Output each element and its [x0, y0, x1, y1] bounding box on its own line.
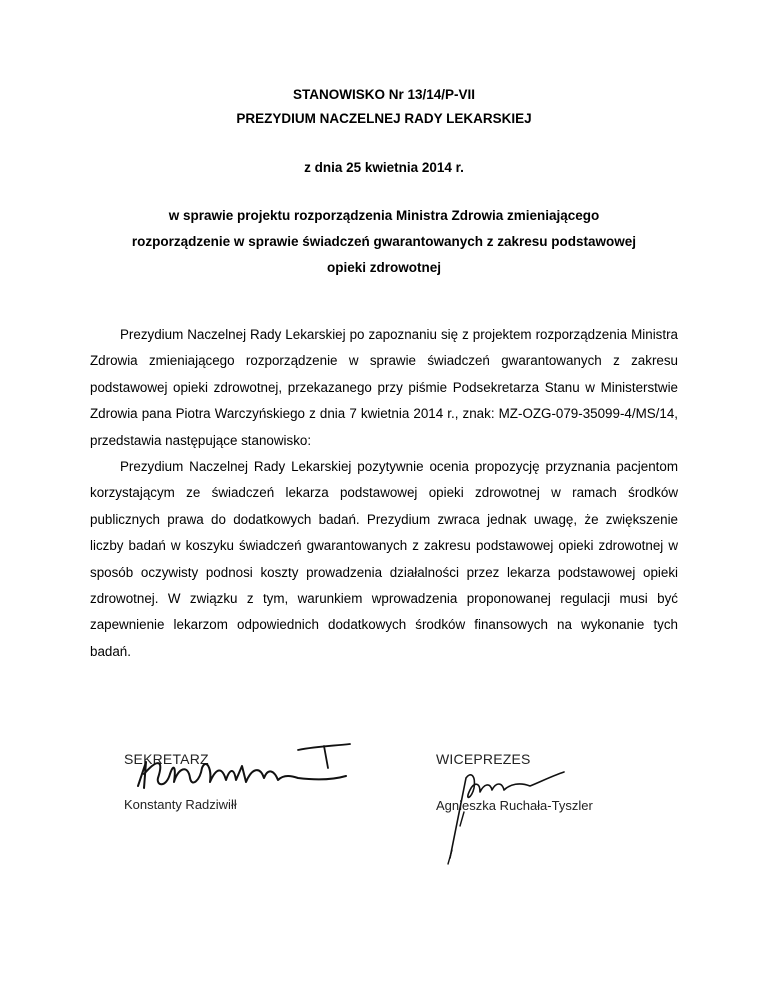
- secretary-title: SEKRETARZ: [124, 751, 209, 767]
- document-date: z dnia 25 kwietnia 2014 r.: [304, 160, 464, 175]
- paragraph-position-statement: Prezydium Naczelnej Rady Lekarskiej pozytywnie ocenia propozycję przyznania pacjentom korzystającym ze świadczeń lekarza podstawowej opieki zdrowotnej w ramach środków publicznych prawa do dodatkowych badań. Prezydium zwraca jednak uwagę, że zwiększenie liczby badań w koszyku świadczeń gwarantowanych z zakresu podstawowej opieki zdrowotnej w sposób oczywisty podnosi koszty prowadzenia działalności przez lekarza podstawowej opieki zdrowotnej. W związku z tym, warunkiem wprowadzenia proponowanej regulacji musi być zapewnienie lekarzom odpowiednich dodatkowych środków finansowych na wykonanie tych badań.: [90, 459, 678, 659]
- document-body: [90, 322, 678, 665]
- subject-line-1: w sprawie projektu rozporządzenia Ministra Zdrowia zmieniającego: [168, 208, 600, 223]
- document-number-heading: STANOWISKO Nr 13/14/P-VII: [292, 87, 476, 102]
- secretary-name: Konstanty Radziwiłł: [124, 797, 237, 812]
- subject-line-2: rozporządzenie w sprawie świadczeń gwarantowanych z zakresu podstawowej: [131, 234, 637, 249]
- subject-line-3: opieki zdrowotnej: [326, 260, 441, 275]
- secretary-signature: [118, 738, 368, 798]
- vice-president-signature: [440, 768, 590, 868]
- issuer-heading: PREZYDIUM NACZELNEJ RADY LEKARSKIEJ: [236, 111, 532, 126]
- vice-president-title: WICEPREZES: [436, 751, 531, 767]
- paragraph-position-intro: Prezydium Naczelnej Rady Lekarskiej po zapoznaniu się z projektem rozporządzenia Ministra Zdrowia zmieniającego rozporządzenie w sprawie świadczeń gwarantowanych z zakresu podstawowej opieki zdrowotnej, przekazanego przy piśmie Podsekretarza Stanu w Ministerstwie Zdrowia pana Piotra Warczyńskiego z dnia 7 kwietnia 2014 r., znak: MZ-OZG-079-35099-4/MS/14, przedstawia następujące stanowisko:: [90, 327, 678, 448]
- vice-president-name: Agnieszka Ruchała-Tyszler: [436, 798, 593, 813]
